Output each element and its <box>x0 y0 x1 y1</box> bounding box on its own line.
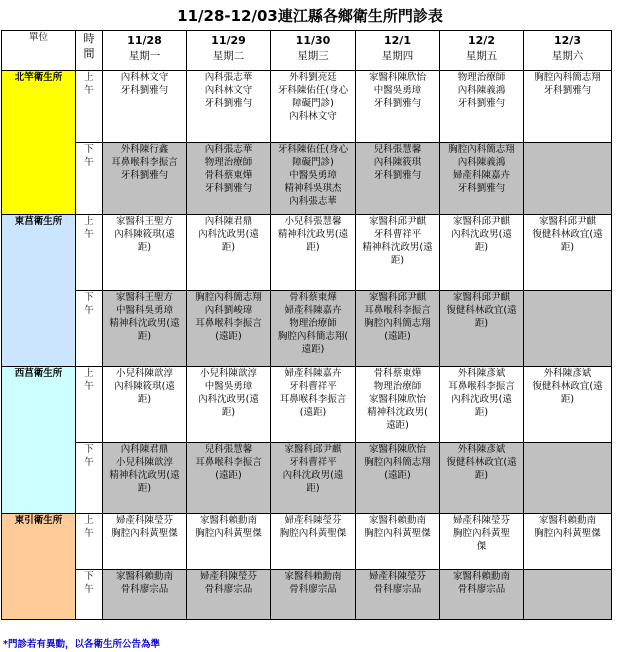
doctor-entry: 距) <box>390 255 405 266</box>
doctor-entry: 家醫科王聖方 <box>115 216 173 227</box>
schedule-cell <box>187 71 271 143</box>
doctor-entry: 家醫科邱尹麒 <box>284 444 342 455</box>
schedule-cell <box>103 215 187 291</box>
doctor-entry: 耳鼻喉科李振言 <box>364 305 431 316</box>
unit-name: 東莒衛生所 <box>2 215 76 367</box>
schedule-cell <box>524 514 612 570</box>
doctor-entry: 胸腔內科簡志翔 <box>448 144 515 155</box>
schedule-cell <box>440 367 524 443</box>
doctor-entry: 精神科沈政男(遠 <box>277 229 349 240</box>
schedule-row <box>2 570 612 620</box>
doctor-entry: 遠距) <box>301 344 325 355</box>
doctor-entry: 內科張志華 <box>204 144 253 155</box>
doctor-entry: 家醫科賴勳南 <box>284 571 342 582</box>
doctor-entry: 距) <box>137 331 152 342</box>
schedule-cell <box>356 514 440 570</box>
doctor-entry: 牙科劉雅勻 <box>543 85 592 96</box>
doctor-entry: 小兒科陳歆淳 <box>115 457 173 468</box>
doctor-entry: 家醫科賴勳南 <box>115 571 173 582</box>
doctor-entry: 距) <box>560 242 575 253</box>
doctor-entry: 內科陳筱琪 <box>373 157 422 168</box>
day-weekday: 星期六 <box>551 50 584 62</box>
doctor-entry: 牙科劉雅勻 <box>204 183 253 194</box>
doctor-entry: 婦產科陳瑩芬 <box>452 515 510 526</box>
header-time: 時 間 <box>76 31 103 71</box>
doctor-entry: 距) <box>474 242 489 253</box>
doctor-entry: 距) <box>474 470 489 481</box>
doctor-entry: 家醫科賴勳南 <box>368 515 426 526</box>
doctor-entry: 骨科廖宗品 <box>457 584 506 595</box>
header-day <box>103 31 187 71</box>
schedule-cell <box>187 443 271 514</box>
header-day <box>271 31 356 71</box>
time-slot-text: 上 午 <box>84 72 94 96</box>
doctor-entry: 婦產科陳瑩芬 <box>115 515 173 526</box>
doctor-entry: 復健科林政宜(遠 <box>532 229 603 240</box>
doctor-entry: 內科林文守 <box>289 111 337 122</box>
schedule-cell <box>103 291 187 367</box>
doctor-entry: 內科沈政男(遠 <box>451 394 512 405</box>
doctor-entry: 牙科劉雅勻 <box>457 183 506 194</box>
schedule-row <box>2 443 612 514</box>
doctor-entry: 家醫科賴勳南 <box>452 571 510 582</box>
doctor-entry: 內科陳筱琪(遠 <box>114 229 175 240</box>
time-slot-text: 上 午 <box>84 368 94 392</box>
doctor-entry: 牙科劉雅勻 <box>120 85 169 96</box>
doctor-entry: 婦產科陳瑩芬 <box>284 515 342 526</box>
doctor-entry: 內科陳義鴻 <box>457 157 506 168</box>
doctor-entry: 牙科陳佑任(身心 <box>277 144 349 155</box>
doctor-entry: 骨科蔡東燁 <box>289 292 337 303</box>
doctor-entry: 內科沈政男(遠 <box>198 229 259 240</box>
doctor-entry: 內科張志華 <box>204 72 253 83</box>
day-weekday: 星期四 <box>381 50 414 62</box>
doctor-entry: 復健科林政宜(遠 <box>446 305 517 316</box>
doctor-entry: 距) <box>560 394 575 405</box>
day-weekday: 星期三 <box>297 50 329 62</box>
doctor-entry: 骨科廖宗品 <box>289 584 337 595</box>
doctor-entry: 障礙門診) <box>292 157 334 168</box>
schedule-cell <box>440 570 524 620</box>
doctor-entry: 內科陳筱琪(遠 <box>114 381 175 392</box>
schedule-cell <box>356 443 440 514</box>
doctor-entry: 耳鼻喉科李振言 <box>195 457 262 468</box>
doctor-entry: 距) <box>306 242 320 253</box>
doctor-entry: 兒科張慧馨 <box>373 144 422 155</box>
schedule-cell <box>524 291 612 367</box>
doctor-entry: 距) <box>474 407 489 418</box>
doctor-entry: 牙科曹祥平 <box>373 229 422 240</box>
schedule-cell <box>103 71 187 143</box>
schedule-row <box>2 367 612 443</box>
time-slot <box>76 291 103 367</box>
day-date: 11/29 <box>211 34 246 47</box>
time-slot-text: 下 午 <box>84 444 94 468</box>
doctor-entry: 婦產科陳嘉卉 <box>452 170 510 181</box>
time-slot <box>76 71 103 143</box>
doctor-entry: 家醫科陳欣怡 <box>368 444 426 455</box>
schedule-cell <box>356 570 440 620</box>
doctor-entry: 胸腔內科黃聖傑 <box>195 528 262 539</box>
doctor-entry: 距) <box>137 394 152 405</box>
doctor-entry: 胸腔內科黃聖傑 <box>111 528 178 539</box>
doctor-entry: 精神科吳琪杰 <box>284 183 342 194</box>
doctor-entry: 小兒科陳歆淳 <box>199 368 257 379</box>
doctor-entry: 外科陳彥斌 <box>543 368 592 379</box>
doctor-entry: 兒科張慧馨 <box>204 444 253 455</box>
header-unit: 單位 <box>2 31 76 71</box>
doctor-entry: 物理治療師 <box>373 381 422 392</box>
clinic-schedule-table <box>1 30 612 620</box>
schedule-cell <box>356 215 440 291</box>
schedule-cell <box>524 443 612 514</box>
doctor-entry: 牙科陳佑任(身心 <box>277 85 349 96</box>
doctor-entry: (遠距) <box>384 331 411 342</box>
time-slot <box>76 215 103 291</box>
doctor-entry: 精神科沈政男( <box>367 407 428 418</box>
schedule-row <box>2 71 612 143</box>
schedule-cell <box>440 514 524 570</box>
schedule-cell <box>271 443 356 514</box>
doctor-entry: 家醫科邱尹麒 <box>368 292 426 303</box>
doctor-entry: 牙科曹祥平 <box>289 457 337 468</box>
time-slot-text: 上 午 <box>84 515 94 539</box>
doctor-entry: 胸腔內科簡志翔 <box>534 72 601 83</box>
schedule-cell <box>187 367 271 443</box>
time-slot-text: 上 午 <box>84 216 94 240</box>
schedule-cell <box>271 514 356 570</box>
doctor-entry: 胸腔內科簡志翔 <box>364 457 431 468</box>
doctor-entry: 外科陳彥斌 <box>457 444 506 455</box>
doctor-entry: 胸腔內科黃聖傑 <box>364 528 431 539</box>
doctor-entry: 精神科沈政男(遠 <box>362 242 433 253</box>
doctor-entry: 距) <box>221 242 236 253</box>
doctor-entry: 中醫吳勇璋 <box>289 170 337 181</box>
header-day <box>440 31 524 71</box>
doctor-entry: 內科張志華 <box>289 196 337 207</box>
page-title: 11/28-12/03連江縣各鄉衛生所門診表 <box>177 7 443 25</box>
schedule-cell <box>440 71 524 143</box>
doctor-entry: 家醫科陳欣怡 <box>368 394 426 405</box>
doctor-entry: 內科林文守 <box>204 85 253 96</box>
doctor-entry: 中醫吳勇璋 <box>204 381 253 392</box>
schedule-cell <box>271 143 356 215</box>
schedule-cell <box>187 514 271 570</box>
doctor-entry: 外科劉亮廷 <box>289 72 337 83</box>
doctor-entry: 距) <box>137 242 152 253</box>
doctor-entry: 家醫科賴勳南 <box>199 515 257 526</box>
time-slot <box>76 514 103 570</box>
schedule-cell <box>187 570 271 620</box>
doctor-entry: 家醫科賴勳南 <box>538 515 596 526</box>
schedule-cell <box>103 143 187 215</box>
schedule-row <box>2 215 612 291</box>
doctor-entry: 家醫科邱尹麒 <box>368 216 426 227</box>
doctor-entry: 耳鼻喉科李振言 <box>111 157 178 168</box>
doctor-entry: 牙科劉雅勻 <box>457 98 506 109</box>
schedule-cell <box>187 143 271 215</box>
doctor-entry: 耳鼻喉科李振言 <box>195 318 262 329</box>
schedule-cell <box>271 291 356 367</box>
doctor-entry: 婦產科陳瑩芬 <box>368 571 426 582</box>
time-slot <box>76 367 103 443</box>
day-weekday: 星期五 <box>465 50 498 62</box>
doctor-entry: 胸腔內科簡志翔 <box>195 292 262 303</box>
schedule-cell <box>440 443 524 514</box>
time-slot-text: 下 午 <box>84 144 94 168</box>
schedule-row <box>2 291 612 367</box>
doctor-entry: 牙科劉雅勻 <box>204 98 253 109</box>
schedule-cell <box>187 215 271 291</box>
header-day <box>187 31 271 71</box>
doctor-entry: 胸腔內科黃聖傑 <box>279 528 347 539</box>
doctor-entry: 距) <box>137 483 152 494</box>
doctor-entry: 骨科廖宗品 <box>373 584 422 595</box>
doctor-entry: 物理治療師 <box>457 72 506 83</box>
doctor-entry: 外科陳彥斌 <box>457 368 506 379</box>
schedule-cell <box>440 143 524 215</box>
doctor-entry: 障礙門診) <box>292 98 334 109</box>
doctor-entry: 內科陳君鼎 <box>120 444 169 455</box>
schedule-cell <box>103 367 187 443</box>
schedule-cell <box>524 71 612 143</box>
doctor-entry: 胸腔內科黃聖 <box>452 528 510 539</box>
time-slot-text: 下 午 <box>84 571 94 595</box>
schedule-cell <box>356 71 440 143</box>
unit-name: 西莒衛生所 <box>2 367 76 514</box>
doctor-entry: 骨科蔡東燁 <box>204 170 253 181</box>
time-slot <box>76 570 103 620</box>
doctor-entry: 小兒科陳歆淳 <box>115 368 173 379</box>
day-weekday: 星期二 <box>212 50 245 62</box>
doctor-entry: 胸腔內科簡志翔 <box>364 318 431 329</box>
time-slot <box>76 443 103 514</box>
schedule-cell <box>440 215 524 291</box>
doctor-entry: 距) <box>474 318 489 329</box>
schedule-cell <box>271 570 356 620</box>
doctor-entry: 牙科劉雅勻 <box>373 170 422 181</box>
doctor-entry: 內科沈政男(遠 <box>198 394 259 405</box>
doctor-entry: 內科陳義鴻 <box>457 85 506 96</box>
doctor-entry: 家醫科邱尹麒 <box>452 216 510 227</box>
unit-name: 東引衛生所 <box>2 514 76 620</box>
doctor-entry: 胸腔內科簡志翔( <box>277 331 349 342</box>
doctor-entry: 小兒科張慧馨 <box>284 216 342 227</box>
schedule-cell <box>103 514 187 570</box>
doctor-entry: 內科沈政男(遠 <box>451 229 512 240</box>
doctor-entry: (遠距) <box>215 331 242 342</box>
doctor-entry: 婦產科陳嘉卉 <box>284 368 342 379</box>
doctor-entry: 精神科沈政男(遠 <box>109 470 180 481</box>
schedule-cell <box>271 215 356 291</box>
doctor-entry: 婦產科陳瑩芬 <box>199 571 257 582</box>
doctor-entry: 物理治療師 <box>204 157 253 168</box>
doctor-entry: 遠距) <box>386 420 409 431</box>
schedule-cell <box>103 570 187 620</box>
schedule-cell <box>524 143 612 215</box>
unit-name: 北竿衛生所 <box>2 71 76 215</box>
doctor-entry: 中醫吳勇璋 <box>373 85 422 96</box>
doctor-entry: 內科林文守 <box>120 72 169 83</box>
doctor-entry: 傑 <box>476 541 487 552</box>
day-date: 11/30 <box>295 34 331 47</box>
schedule-cell <box>524 570 612 620</box>
doctor-entry: 復健科林政宜(遠 <box>446 457 517 468</box>
schedule-row <box>2 143 612 215</box>
doctor-entry: 骨科廖宗品 <box>120 584 169 595</box>
schedule-cell <box>524 215 612 291</box>
doctor-entry: 精神科沈政男(遠 <box>109 318 180 329</box>
doctor-entry: 內科沈政男(遠 <box>282 470 344 481</box>
schedule-cell <box>356 367 440 443</box>
doctor-entry: 家醫科陳欣怡 <box>368 72 426 83</box>
doctor-entry: 物理治療師 <box>289 318 337 329</box>
schedule-row <box>2 514 612 570</box>
schedule-cell <box>103 443 187 514</box>
schedule-cell <box>356 143 440 215</box>
schedule-cell <box>356 291 440 367</box>
schedule-cell <box>440 291 524 367</box>
day-weekday: 星期一 <box>128 50 161 62</box>
doctor-entry: 胸腔內科黃聖傑 <box>534 528 601 539</box>
doctor-entry: 牙科劉雅勻 <box>120 170 169 181</box>
doctor-entry: 耳鼻喉科李振言 <box>279 394 347 405</box>
doctor-entry: 骨科蔡東燁 <box>373 368 422 379</box>
header-row <box>2 31 612 71</box>
doctor-entry: 骨科廖宗品 <box>204 584 253 595</box>
doctor-entry: 內科劉峻瑋 <box>204 305 253 316</box>
day-date: 11/28 <box>127 34 162 47</box>
doctor-entry: (遠距) <box>215 470 242 481</box>
doctor-entry: 婦產科陳嘉卉 <box>284 305 342 316</box>
doctor-entry: (遠距) <box>384 470 411 481</box>
doctor-entry: 中醫科吳勇璋 <box>115 305 173 316</box>
header-day <box>524 31 612 71</box>
schedule-cell <box>524 367 612 443</box>
doctor-entry: 外科陳行鑫 <box>120 144 169 155</box>
doctor-entry: 家醫科邱尹麒 <box>538 216 596 227</box>
time-slot <box>76 143 103 215</box>
header-day <box>356 31 440 71</box>
time-slot-text: 下 午 <box>84 292 94 316</box>
doctor-entry: 牙科劉雅勻 <box>373 98 422 109</box>
doctor-entry: (遠距) <box>299 407 327 418</box>
footnote: *門診若有異動，以各衛生所公告為準 <box>3 639 160 650</box>
day-date: 12/1 <box>384 34 411 47</box>
schedule-cell <box>271 71 356 143</box>
doctor-entry: 牙科曹祥平 <box>289 381 337 392</box>
doctor-entry: 復健科林政宜(遠 <box>532 381 603 392</box>
day-date: 12/2 <box>468 34 495 47</box>
doctor-entry: 家醫科王聖方 <box>115 292 173 303</box>
doctor-entry: 內科陳君鼎 <box>204 216 253 227</box>
schedule-cell <box>187 291 271 367</box>
doctor-entry: 距) <box>306 483 320 494</box>
schedule-cell <box>271 367 356 443</box>
doctor-entry: 距) <box>221 407 236 418</box>
day-date: 12/3 <box>554 34 581 47</box>
doctor-entry: 耳鼻喉科李振言 <box>448 381 515 392</box>
doctor-entry: 家醫科邱尹麒 <box>452 292 510 303</box>
